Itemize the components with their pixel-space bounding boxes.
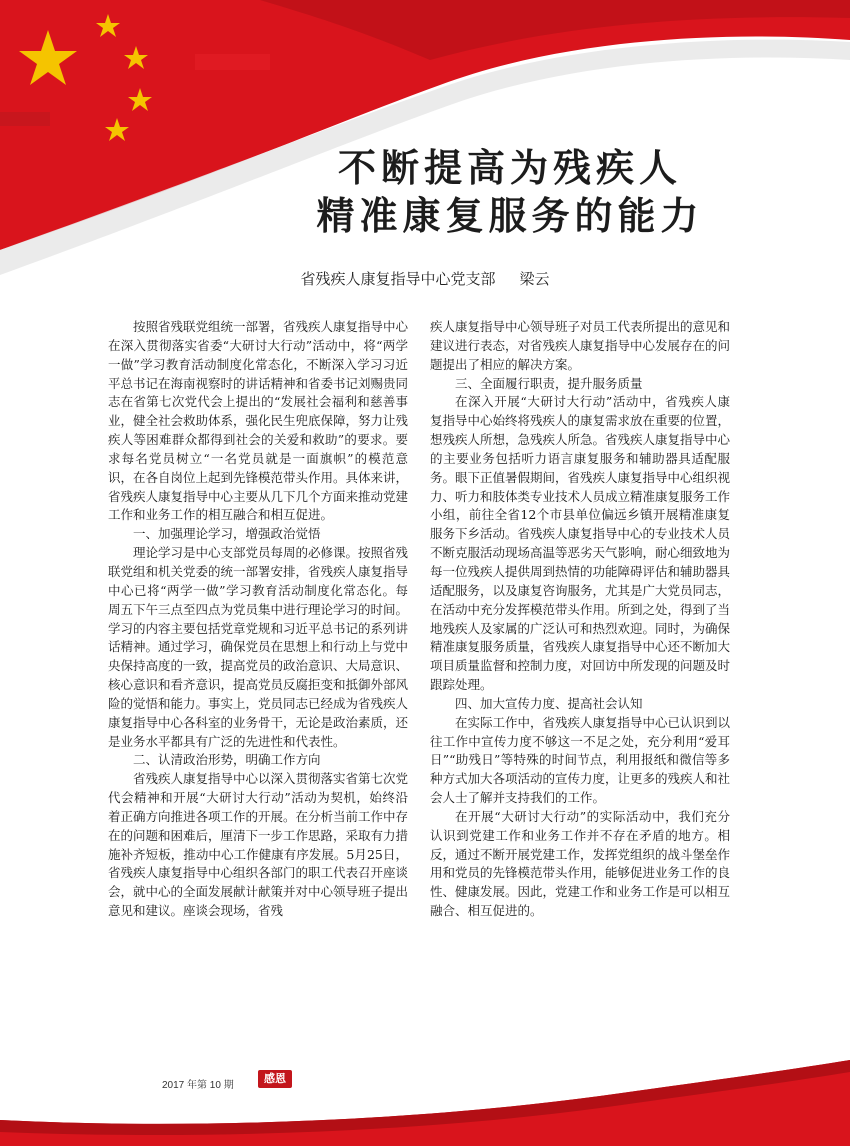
section-heading: 三、全面履行职责，提升服务质量 [455,375,643,391]
paragraph: 按照省残联党组统一部署，省残疾人康复指导中心在深入贯彻落实省委“大研讨大行动”活动中，将“两学一做”学习教育活动制度化常态化，不断深入学习习近平总书记在海南视察时的讲话精神和省委书记刘赐贵同志在省第七次党代会上提出的“发展社会福利和慈善事业，健全社会救助体系，强化民生兜底保障，努力让残疾人等困难群众都得到社会的关爱和救助”的要求。要求每名党员树立“一名党员就是一面旗帜”的模范意识，在各自岗位上起到先锋模范带头作用。具体来讲，省残疾人康复指导中心主要从几下几个方面来推动党建工作和业务工作的相互融合和相互促进。 [108,319,409,523]
flag-banner-background [0,0,850,290]
bottom-ribbon-background [0,1060,850,1146]
byline-author: 梁云 [519,270,550,288]
issue-label: 2017 年第 10 期 [162,1080,234,1091]
byline-org: 省残疾人康复指导中心党支部 [300,270,496,288]
section-heading: 四、加大宣传力度、提高社会认知 [455,695,643,711]
decor-bar [0,112,50,126]
byline [0,268,850,289]
article-title-line-2: 精准康复服务的能力 [316,194,704,238]
paragraph: 在实际工作中，省残疾人康复指导中心已认识到以往工作中宣传力度不够这一不足之处，充分利用“爱耳日”“助残日”等特殊的时间节点，利用报纸和微信等多种方式加大各项活动的宣传力度，让更多的残疾人和社会人士了解并支持我们的工作。 [430,714,731,806]
paragraph: 在开展“大研讨大行动”的实际活动中，我们充分认识到党建工作和业务工作并不存在矛盾的地方。相反，通过不断开展党建工作，发挥党组织的战斗堡垒作用和党员的先锋模范带头作用，能够促进业务工作的良性、健康发展。因此，党建工作和业务工作是可以相互融合、相互促进的。 [430,808,731,919]
paragraph: 省残疾人康复指导中心以深入贯彻落实省第七次党代会精神和开展“大研讨大行动”活动为契机，始终沿着正确方向推进各项工作的开展。在分析当前工作中存在的问题和困难后，厘清下一步工作思路，采取有力措施补齐短板，推动中心工作健康有序发展。5月25日，省残疾人康复指导中心组织各部门的职工代表召开座谈会，就中心的全面发展献计献策并对中心领导班子提出意见和建议。座谈会现场，省残 [108,771,409,919]
article-column-left [108,318,408,921]
magazine-brand-badge: 感恩 [258,1070,292,1088]
paragraph-continued: 疾人康复指导中心领导班子对员工代表所提出的意见和建议进行表态，对省残疾人康复指导中心发展存在的问题提出了相应的解决方案。 [430,319,731,372]
section-heading: 二、认清政治形势，明确工作方向 [133,752,321,768]
paragraph: 在深入开展“大研讨大行动”活动中，省残疾人康复指导中心始终将残疾人的康复需求放在重要的位置，想残疾人所想，急残疾人所急。省残疾人康复指导中心的主要业务包括听力语言康复服务和辅助器具适配服务。眼下正值暑假期间，省残疾人康复指导中心组织视力、听力和肢体类专业技术人员成立精准康复服务工作小组，前往全省12个市县单位偏远乡镇开展精准康复服务下乡活动。省残疾人康复指导中心的专业技术人员不断克服活动现场高温等恶劣天气影响，耐心细致地为每一位残疾人提供周到热情的功能障碍评估和辅助器具适配服务，以及康复咨询服务，尤其是广大党员同志，在活动中充分发挥模范带头作用。所到之处，得到了当地残疾人及家属的广泛认可和热烈欢迎。同时，为确保精准康复服务质量，省残疾人康复指导中心还不断加大项目质量监督和控制力度，对回访中所发现的问题及时跟踪处理。 [430,394,731,693]
article-title-line-1: 不断提高为残疾人 [337,146,682,190]
article-column-right [430,318,730,921]
section-heading: 一、加强理论学习，增强政治觉悟 [133,526,321,542]
decor-bar [195,54,270,70]
paragraph: 理论学习是中心支部党员每周的必修课。按照省残联党组和机关党委的统一部署安排，省残疾人康复指导中心已将“两学一做”学习教育活动制度化常态化。每周五下午三点至四点为党员集中进行理论学习的时间。学习的内容主要包括党章党规和习近平总书记的系列讲话精神。通过学习，确保党员在思想上和行动上与党中央保持高度的一致，提高党员的政治意识、大局意识、核心意识和看齐意识，提高党员反腐拒变和抵御外部风险的觉悟和能力。事实上，党员同志已经成为省残疾人康复指导中心各科室的业务骨干，无论是政治素质，还是业务水平都具有广泛的先进性和代表性。 [108,545,409,749]
